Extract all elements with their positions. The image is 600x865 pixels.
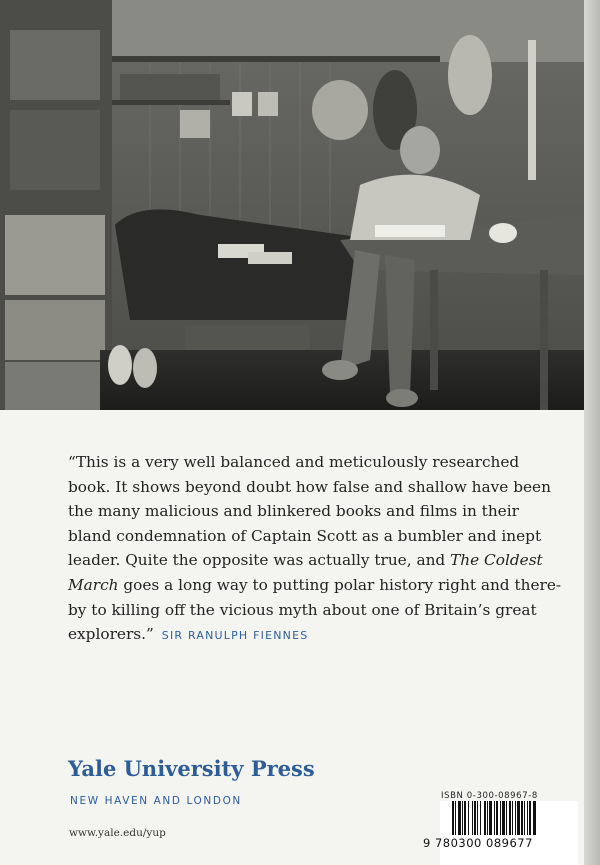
quote-text: goes a long way to putting polar history right and there- — [118, 575, 562, 594]
barcode-bar — [477, 801, 478, 835]
publisher-location: NEW HAVEN AND LONDON — [70, 795, 242, 807]
barcode-bar — [512, 801, 513, 835]
barcode-bar — [500, 801, 501, 835]
barcode — [440, 801, 578, 865]
quote-line: “This is a very well balanced and meticulously researched — [68, 453, 520, 471]
barcode-bar — [480, 801, 481, 835]
barcode-bar — [487, 801, 488, 835]
review-quote — [68, 450, 562, 649]
quote-line: the many malicious and blinkered books and films in their — [68, 502, 519, 521]
barcode-bars — [440, 801, 578, 837]
book-title-italic: March — [68, 575, 119, 594]
quote-line — [68, 573, 562, 598]
barcode-bar — [502, 801, 505, 835]
barcode-bar — [455, 801, 456, 835]
barcode-bar — [509, 801, 511, 835]
barcode-bar — [529, 801, 531, 835]
cover-photo-hut-interior — [0, 0, 584, 410]
barcode-bar — [521, 801, 523, 835]
quote-line — [68, 622, 508, 649]
isbn-label: ISBN 0-300-08967-8 — [441, 791, 538, 801]
book-title-italic: The Coldest — [450, 551, 543, 570]
publisher-url: www.yale.edu/yup — [69, 827, 166, 839]
barcode-bar — [527, 801, 528, 835]
quote-line — [68, 548, 543, 573]
barcode-bar — [506, 801, 507, 835]
barcode-bar — [464, 801, 466, 835]
barcode-bar — [484, 801, 486, 835]
barcode-bar — [489, 801, 492, 835]
photo-illustration — [0, 0, 584, 410]
barcode-bar — [468, 801, 469, 835]
barcode-bar — [494, 801, 495, 835]
cover-right-edge — [584, 0, 600, 865]
barcode-bar — [533, 801, 536, 835]
barcode-bar — [496, 801, 498, 835]
barcode-bar — [524, 801, 525, 835]
barcode-number: 9 780300 089677 — [423, 836, 533, 850]
quote-line: book. It shows beyond doubt how false and shallow have been — [68, 477, 551, 496]
quote-text: explorers.” — [68, 625, 154, 644]
quote-line: by to killing off the vicious myth about one of Britain’s great — [68, 600, 537, 619]
quote-attribution: SIR RANULPH FIENNES — [161, 629, 309, 643]
quote-text: leader. Quite the opposite was actually true, and — [68, 551, 451, 570]
barcode-bar — [458, 801, 461, 835]
barcode-bar — [517, 801, 520, 835]
quote-line: bland condemnation of Captain Scott as a bumbler and inept — [68, 526, 542, 545]
barcode-bar — [462, 801, 463, 835]
barcode-bar — [474, 801, 476, 835]
barcode-bar — [452, 801, 454, 835]
barcode-bar — [472, 801, 473, 835]
publisher-name: Yale University Press — [68, 756, 315, 781]
barcode-bar — [515, 801, 516, 835]
